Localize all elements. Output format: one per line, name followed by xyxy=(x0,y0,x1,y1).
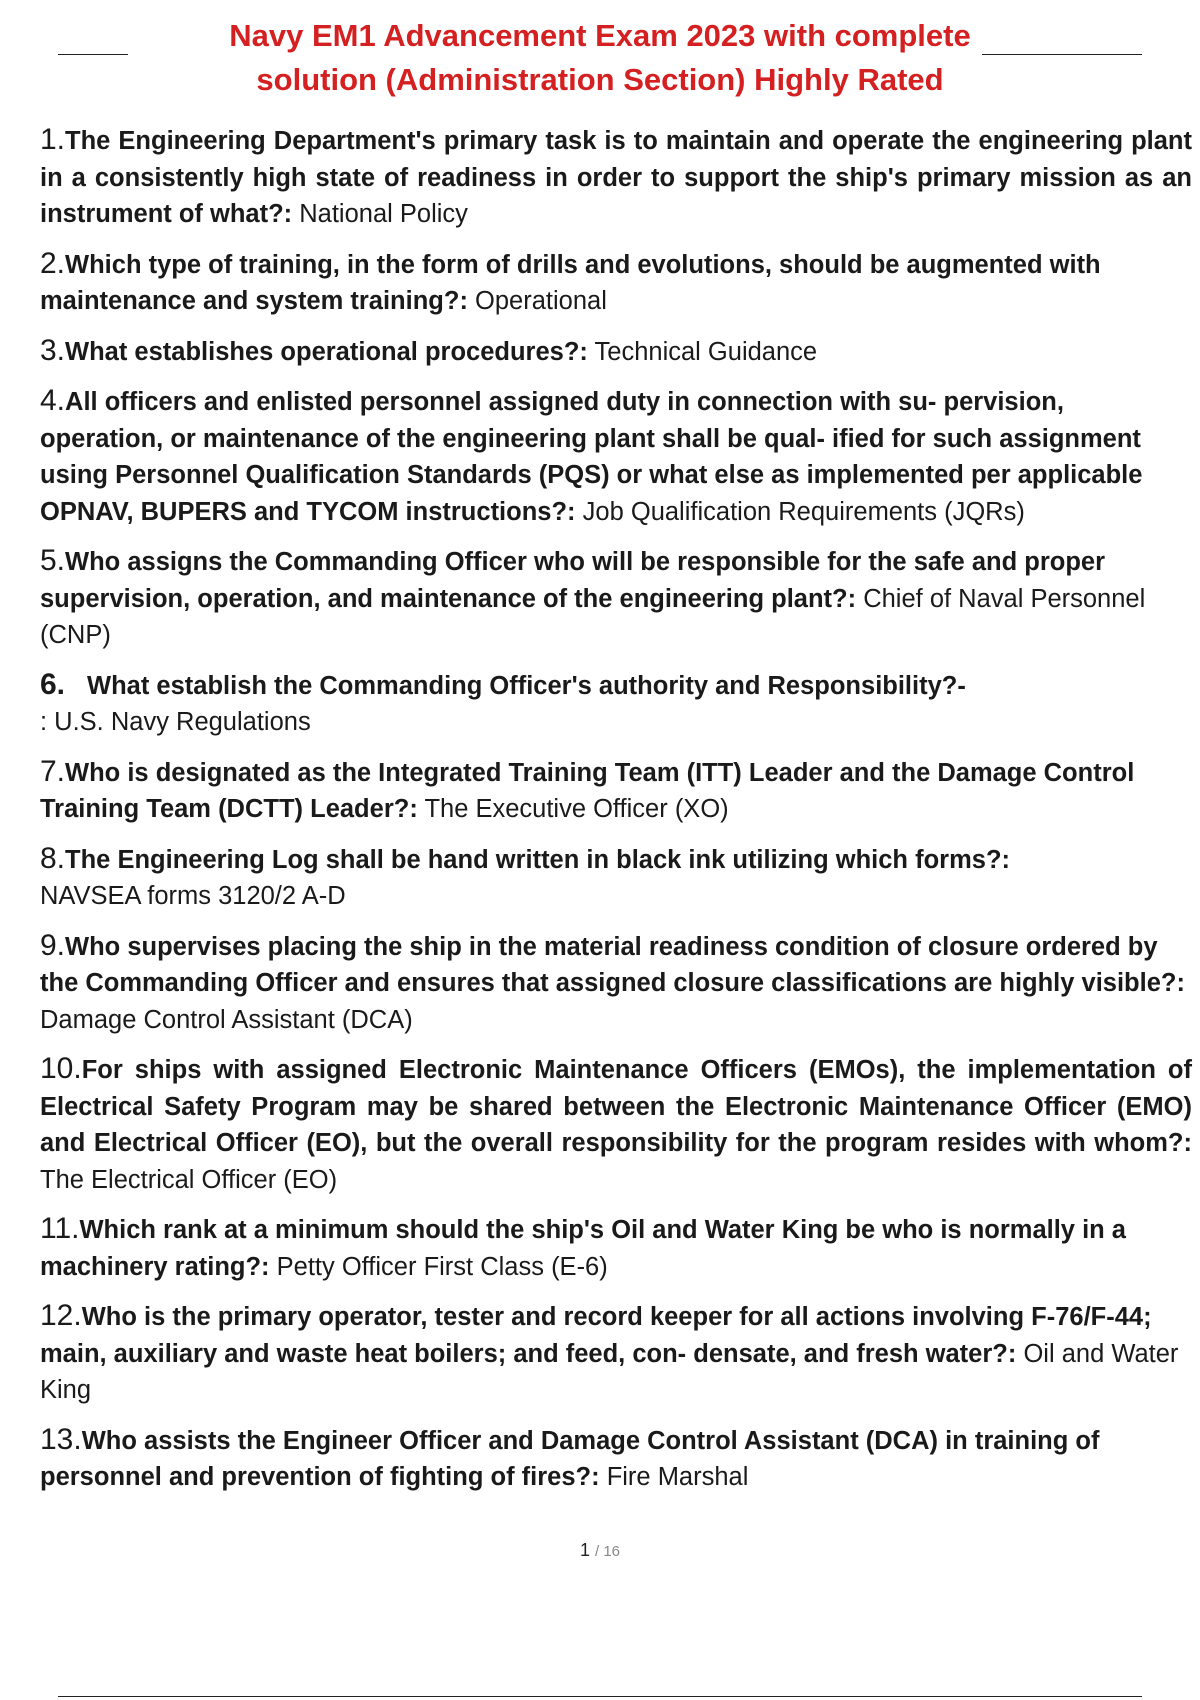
question-number: 6. xyxy=(40,667,66,701)
question-list xyxy=(40,122,1192,1509)
answer-text: Job Qualification Requirements (JQRs) xyxy=(582,497,1025,526)
question-text: What establishes operational procedures?: xyxy=(65,337,588,366)
answer-text: : U.S. Navy Regulations xyxy=(40,708,311,736)
bottom-rule xyxy=(58,1696,1142,1697)
question-number: 13. xyxy=(40,1422,82,1456)
question-text: The Engineering Log shall be hand written in black ink utilizing which forms?: xyxy=(65,845,1011,874)
question-item-2 xyxy=(40,246,1192,320)
page-indicator xyxy=(0,1540,1200,1561)
question-item-12 xyxy=(40,1298,1192,1409)
question-item-3 xyxy=(40,333,1192,371)
page-total: / 16 xyxy=(595,1543,621,1560)
question-number: 7. xyxy=(40,754,66,788)
answer-text: Technical Guidance xyxy=(594,337,818,366)
question-text: What establish the Commanding Officer's authority and Responsibility?- xyxy=(87,671,966,700)
title-block xyxy=(0,14,1200,102)
question-text: Who is the primary operator, tester and record keeper for all actions involving F-76/F-44; main, auxiliary and waste heat boilers; and feed, con- densate, and fresh water?: xyxy=(40,1303,1152,1368)
answer-text: Chief of Naval Personnel (CNP) xyxy=(40,584,1146,649)
answer-text: National Policy xyxy=(299,200,468,228)
answer-text: Oil and Water King xyxy=(40,1339,1179,1404)
answer-text: Damage Control Assistant (DCA) xyxy=(40,1005,413,1034)
question-text: Which rank at a minimum should the ship's Oil and Water King be who is normally in a machinery rating?: xyxy=(40,1216,1126,1281)
question-item-4 xyxy=(40,383,1192,530)
answer-text: The Executive Officer (XO) xyxy=(424,795,729,823)
question-item-9 xyxy=(40,928,1192,1039)
answer-text: The Electrical Officer (EO) xyxy=(40,1165,338,1194)
question-number: 3. xyxy=(40,333,66,367)
question-item-7 xyxy=(40,754,1192,828)
page-current: 1 xyxy=(579,1540,590,1560)
question-text: Who assigns the Commanding Officer who will be responsible for the safe and proper supervision, operation, and maintenance of the engineering plant?: xyxy=(40,548,1106,613)
question-text: For ships with assigned Electronic Maintenance Officers (EMOs), the implementation of Electrical Safety Program may be shared between the Electronic Maintenance Officer (EMO) and Electrical Officer (EO), but the overall responsibility for the program resides with whom?: xyxy=(40,1056,1192,1157)
question-number: 9. xyxy=(40,928,66,962)
question-text: Which type of training, in the form of drills and evolutions, should be augmented with maintenance and system training?: xyxy=(40,250,1101,315)
question-number: 8. xyxy=(40,841,66,875)
answer-text: Petty Officer First Class (E-6) xyxy=(276,1252,608,1281)
question-number: 4. xyxy=(40,384,66,417)
question-text: Who is designated as the Integrated Training Team (ITT) Leader and the Damage Control Training Team (DCTT) Leader?: xyxy=(40,758,1135,823)
title-rule-left xyxy=(58,54,128,55)
answer-text: NAVSEA forms 3120/2 A-D xyxy=(40,882,346,910)
question-item-6 xyxy=(40,667,1192,741)
question-number: 5. xyxy=(40,544,66,577)
question-text: Who supervises placing the ship in the material readiness condition of closure ordered by the Commanding Officer and ensures that assigned closure classifications are highly visible?: xyxy=(40,932,1185,997)
question-item-13 xyxy=(40,1422,1192,1496)
question-text: Who assists the Engineer Officer and Damage Control Assistant (DCA) in training of personnel and prevention of fighting of fires?: xyxy=(40,1426,1100,1491)
answer-text: Operational xyxy=(475,287,607,315)
title-rule-right xyxy=(982,54,1142,55)
question-item-5 xyxy=(40,543,1192,654)
question-item-8 xyxy=(40,841,1192,915)
question-item-11 xyxy=(40,1211,1192,1285)
document-title: Navy EM1 Advancement Exam 2023 with complete solution (Administration Section) Highly Rated xyxy=(229,18,971,97)
question-number: 2. xyxy=(40,246,66,280)
question-text: All officers and enlisted personnel assigned duty in connection with su- pervision, operation, or maintenance of the engineering plant shall be qual- ified for such assignment using Personnel Qualification Standards (PQS) or what else as implemented per applicable OPNAV, BUPERS and TYCOM instructions?: xyxy=(40,388,1143,526)
question-number: 12. xyxy=(40,1299,82,1332)
question-text: The Engineering Department's primary task is to maintain and operate the engineering plant in a consistently high state of readiness in order to support the ship's primary mission as an instrument of what?: xyxy=(40,127,1192,228)
question-item-10 xyxy=(40,1051,1192,1198)
question-number: 11. xyxy=(40,1212,80,1245)
answer-text: Fire Marshal xyxy=(606,1463,749,1491)
question-item-1 xyxy=(40,122,1192,233)
question-number: 10. xyxy=(40,1052,82,1085)
question-number: 1. xyxy=(40,123,66,156)
